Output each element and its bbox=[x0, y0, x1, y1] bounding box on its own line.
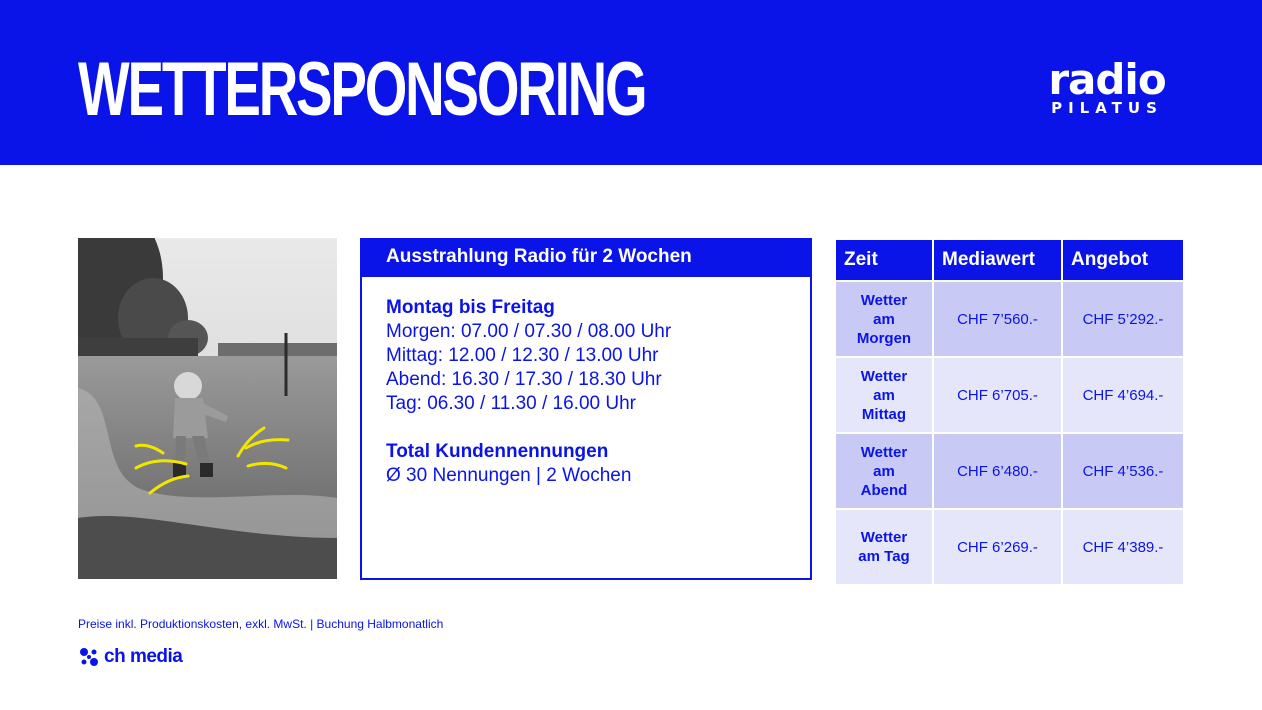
table-row bbox=[836, 282, 1183, 356]
angebot-cell: CHF 5’292.- bbox=[1063, 282, 1183, 356]
schedule-line-mittag: Mittag: 12.00 / 12.30 / 13.00 Uhr bbox=[386, 345, 659, 366]
logo-line2: PILATUS bbox=[1051, 99, 1163, 116]
child-jumping-in-puddle-photo bbox=[78, 238, 337, 579]
schedule-line-tag: Tag: 06.30 / 11.30 / 16.00 Uhr bbox=[386, 393, 636, 414]
schedule-line-abend: Abend: 16.30 / 17.30 / 18.30 Uhr bbox=[386, 369, 662, 390]
column-header-zeit: Zeit bbox=[836, 240, 932, 280]
broadcast-info-box bbox=[360, 238, 812, 580]
angebot-cell: CHF 4’389.- bbox=[1063, 510, 1183, 584]
schedule-line-morgen: Morgen: 07.00 / 07.30 / 08.00 Uhr bbox=[386, 321, 672, 342]
row-label: Wetter am Abend bbox=[836, 434, 932, 508]
info-box-body bbox=[362, 277, 810, 488]
logo-line1: radio bbox=[1048, 60, 1166, 104]
schedule-title: Montag bis Freitag bbox=[386, 297, 555, 318]
ch-media-dots-icon bbox=[78, 646, 100, 668]
price-table bbox=[834, 238, 1185, 586]
info-box-heading: Ausstrahlung Radio für 2 Wochen bbox=[362, 240, 810, 277]
table-row bbox=[836, 510, 1183, 584]
angebot-cell: CHF 4’536.- bbox=[1063, 434, 1183, 508]
mediawert-cell: CHF 6’705.- bbox=[934, 358, 1061, 432]
row-label: Wetter am Morgen bbox=[836, 282, 932, 356]
ch-media-logo bbox=[78, 645, 182, 669]
price-footnote: Preise inkl. Produktionskosten, exkl. MwSt. | Buchung Halbmonatlich bbox=[78, 617, 444, 631]
header-bar bbox=[0, 0, 1262, 165]
mediawert-cell: CHF 7’560.- bbox=[934, 282, 1061, 356]
page-title: WETTERSPONSORING bbox=[78, 47, 646, 132]
mediawert-cell: CHF 6’480.- bbox=[934, 434, 1061, 508]
mediawert-cell: CHF 6’269.- bbox=[934, 510, 1061, 584]
total-value: Ø 30 Nennungen | 2 Wochen bbox=[386, 465, 632, 486]
column-header-mediawert: Mediawert bbox=[934, 240, 1061, 280]
angebot-cell: CHF 4’694.- bbox=[1063, 358, 1183, 432]
column-header-angebot: Angebot bbox=[1063, 240, 1183, 280]
row-label: Wetter am Tag bbox=[836, 510, 932, 584]
ch-media-wordmark: ch media bbox=[104, 646, 183, 667]
table-row bbox=[836, 358, 1183, 432]
table-row bbox=[836, 434, 1183, 508]
radio-pilatus-logo bbox=[1036, 60, 1178, 116]
total-title: Total Kundennennungen bbox=[386, 441, 609, 462]
row-label: Wetter am Mittag bbox=[836, 358, 932, 432]
